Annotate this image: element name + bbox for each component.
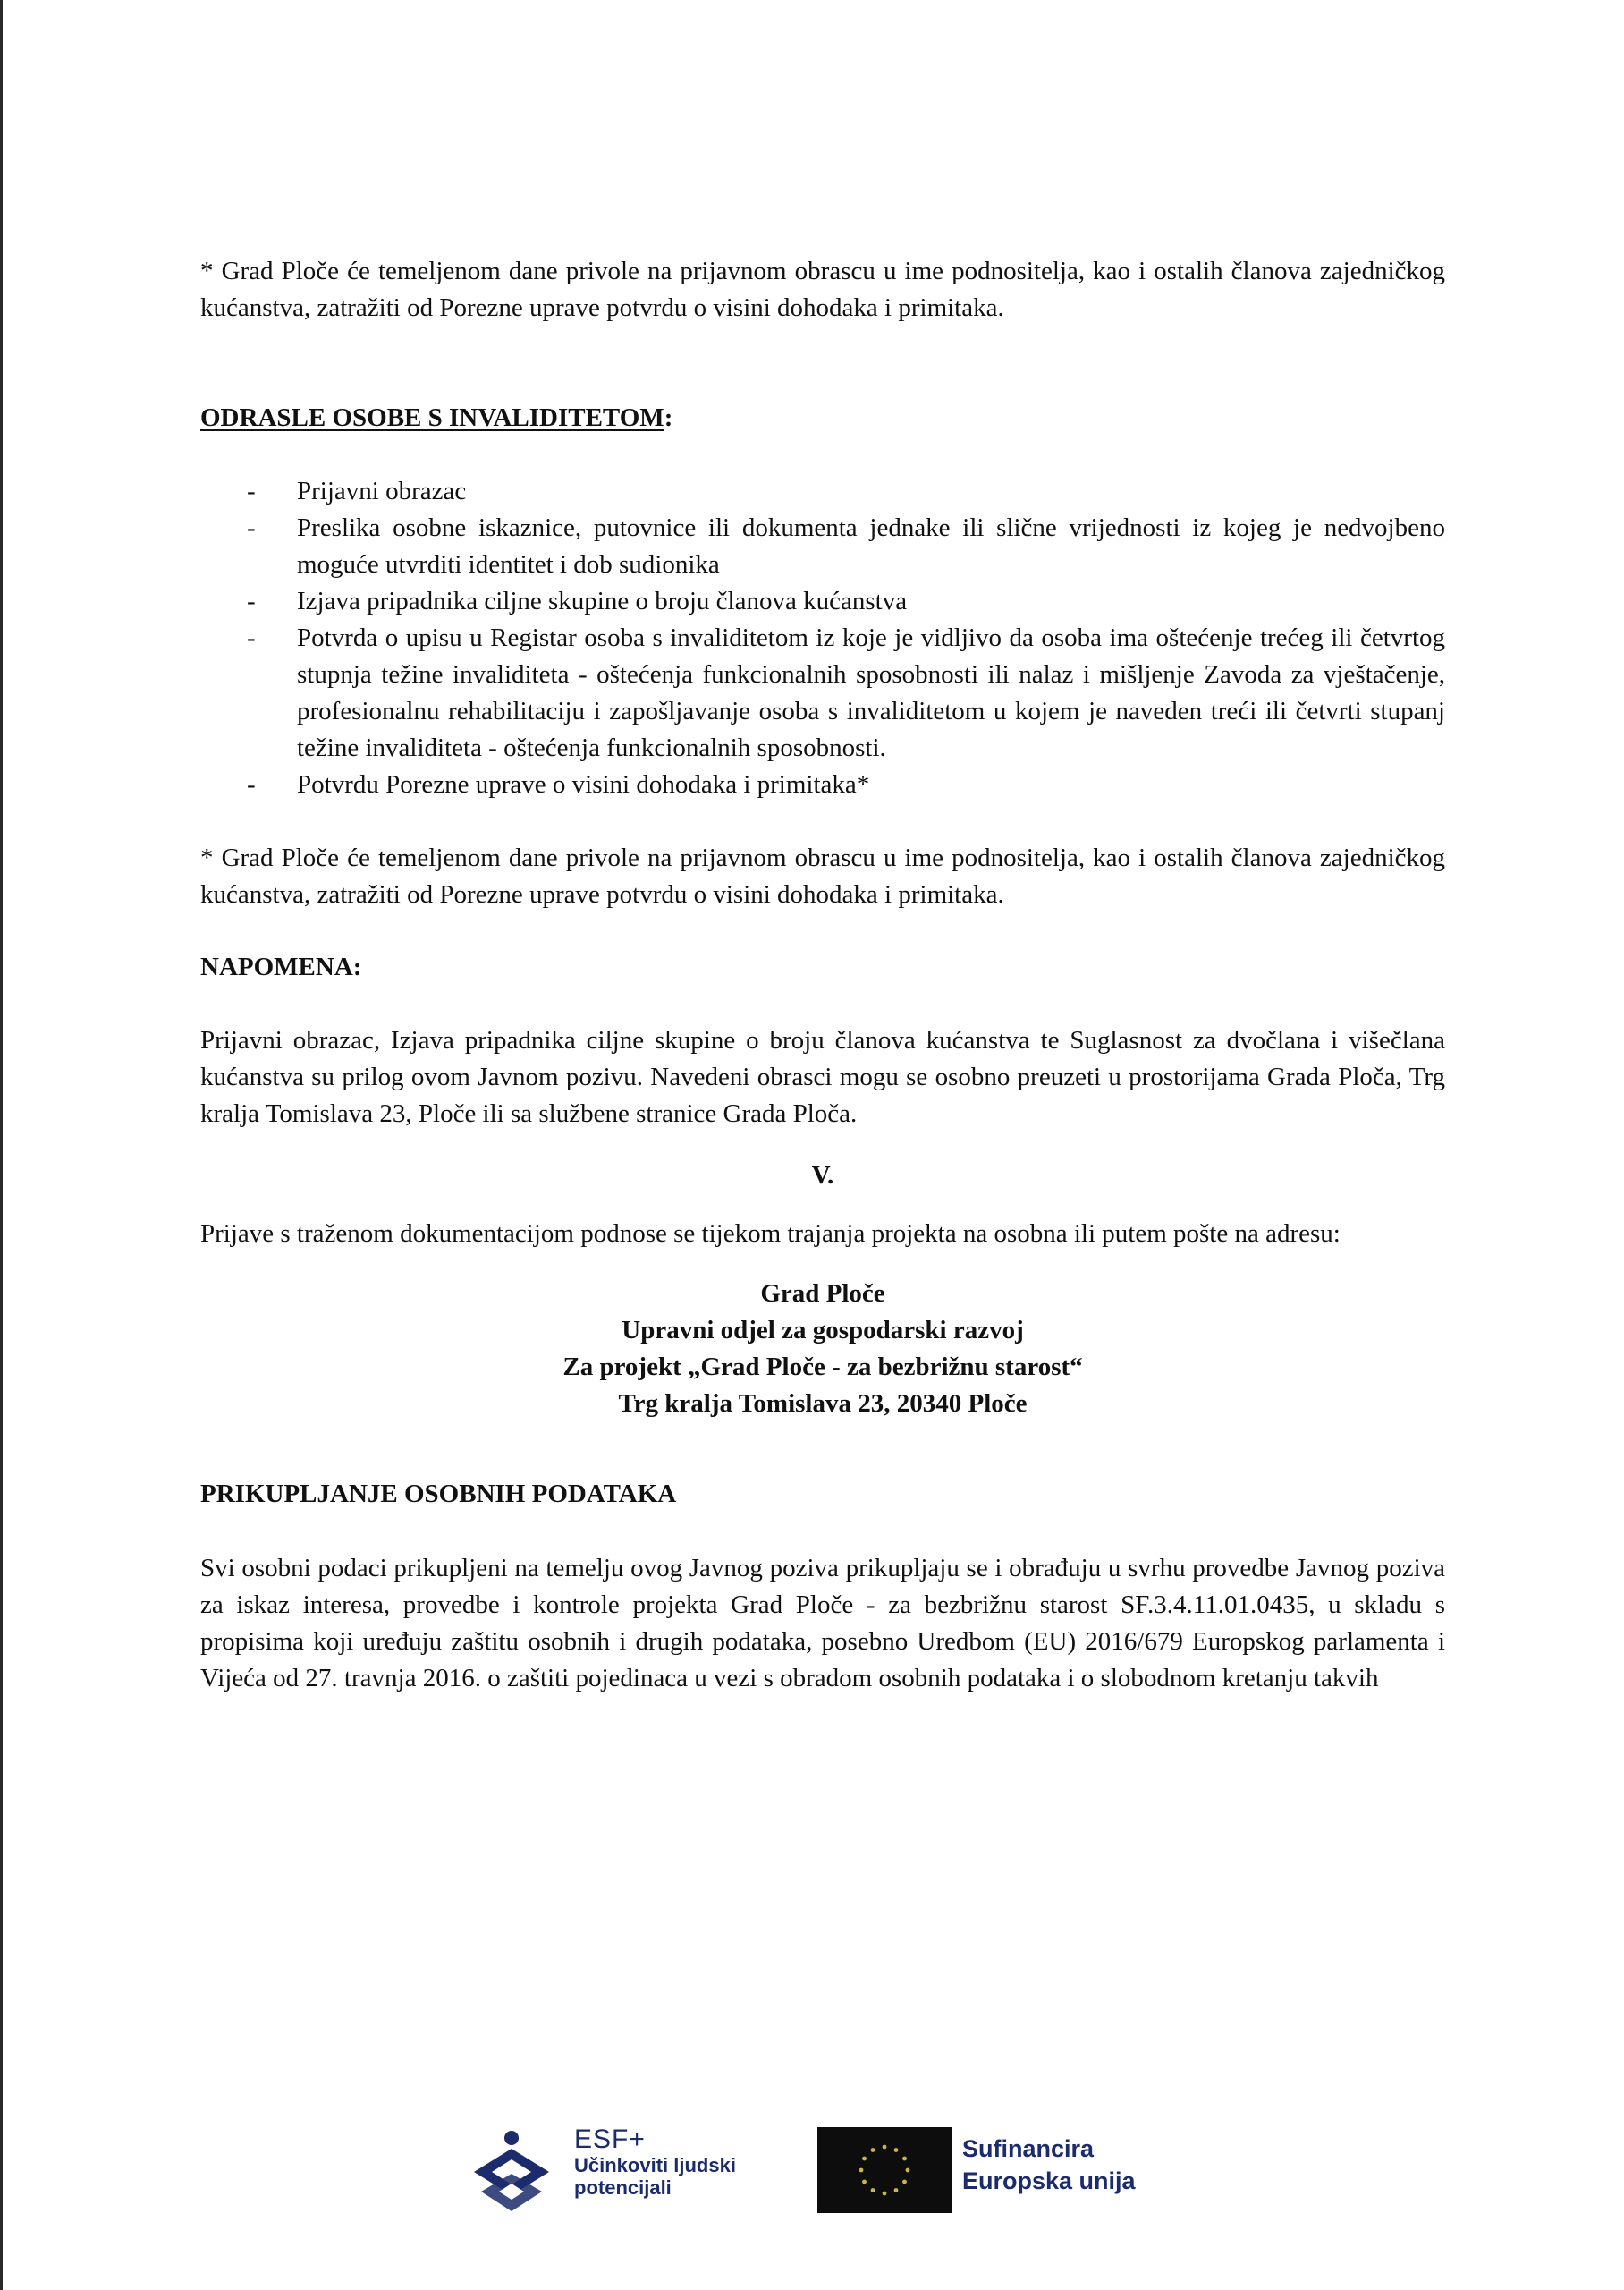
section-number-v: V. xyxy=(811,1161,834,1190)
list-item-text: Potvrdu Porezne uprave o visini dohodaka i primitaka* xyxy=(297,770,870,799)
address-line: Za projekt „Grad Ploče - za bezbrižnu starost“ xyxy=(562,1353,1083,1381)
list-item-text: Prijavni obrazac xyxy=(297,477,467,505)
address-line: Trg kralja Tomislava 23, 20340 Ploče xyxy=(618,1389,1028,1418)
esf-subtitle-line: Učinkoviti ljudski xyxy=(574,2154,736,2176)
eu-line: Europska unija xyxy=(962,2167,1136,2194)
napomena-heading: NAPOMENA: xyxy=(200,953,362,981)
document-list xyxy=(200,473,1445,803)
list-item: - Potvrdu Porezne uprave o visini dohodaka i primitaka* xyxy=(247,770,870,799)
eu-line: Sufinancira xyxy=(962,2135,1095,2162)
scan-edge xyxy=(0,0,3,2290)
list-item-text: Preslika osobne iskaznice, putovnice ili dokumenta jednake ili slične vrijednosti iz kojeg je nedvojbeno moguće utvrditi identitet i dob sudionika xyxy=(297,513,1445,579)
address-block xyxy=(200,1276,1445,1422)
address-line: Upravni odjel za gospodarski razvoj xyxy=(622,1316,1024,1344)
esf-title: ESF+ xyxy=(574,2125,646,2154)
esf-logo-text xyxy=(574,2125,736,2199)
list-item-text: Potvrda o upisu u Registar osoba s invaliditetom iz koje je vidljivo da osoba ima oštećenje trećeg ili četvrtog stupnja težine invaliditeta - oštećenja funkcionalnih sposobnosti ili nalaz i mišljenje Zavoda za vještačenje, profesionalnu rehabilitaciju i zapošljavanje osoba s invaliditetom u kojem je naveden treći ili četvrti stupanj težine invaliditeta - oštećenja funkcionalnih sposobnosti. xyxy=(297,623,1445,762)
section-v-text: Prijave s traženom dokumentacijom podnose se tijekom trajanja projekta na osobna ili putem pošte na adresu: xyxy=(200,1219,1341,1248)
list-item-text: Izjava pripadnika ciljne skupine o broju članova kućanstva xyxy=(297,587,908,615)
napomena-text: Prijavni obrazac, Izjava pripadnika ciljne skupine o broju članova kućanstva te Suglasnost za dvočlana i višečlana kućanstva su prilog ovom Javnom pozivu. Navedeni obrasci mogu se osobno preuzeti u prostorijama Grada Ploča, Trg kralja Tomislava 23, Ploče ili sa službene stranice Grada Ploča. xyxy=(200,1026,1445,1128)
eu-cofunding-text xyxy=(962,2133,1136,2197)
section-heading-disabled-text: ODRASLE OSOBE S INVALIDITETOM xyxy=(200,403,664,432)
section-heading-disabled xyxy=(200,400,1445,437)
list-item: - Potvrda o upisu u Registar osoba s invaliditetom iz koje je vidljivo da osoba ima oštećenje trećeg ili četvrtog stupnja težine invaliditeta - oštećenja funkcionalnih sposobnosti ili nalaz i mišljenje Zavoda za vještačenje, profesionalnu rehabilitaciju i zapošljavanje osoba s invaliditetom u kojem je naveden treći ili četvrti stupanj težine invaliditeta - oštećenja funkcionalnih sposobnosti. xyxy=(247,623,1445,762)
list-item: - Preslika osobne iskaznice, putovnice ili dokumenta jednake ili slične vrijednosti iz kojeg je nedvojbeno moguće utvrditi identitet i dob sudionika xyxy=(247,513,1445,579)
footnote-2: * Grad Ploče će temeljenom dane privole na prijavnom obrascu u ime podnositelja, kao i ostalih članova zajedničkog kućanstva, zatražiti od Porezne uprave potvrdu o visini dohodaka i primitaka. xyxy=(200,844,1445,909)
list-item: - Izjava pripadnika ciljne skupine o broju članova kućanstva xyxy=(247,587,908,615)
eu-flag-icon xyxy=(817,2127,952,2213)
esf-logo-icon xyxy=(465,2129,572,2215)
address-line: Grad Ploče xyxy=(760,1279,885,1308)
privacy-text: Svi osobni podaci prikupljeni na temelju ovog Javnog poziva prikupljaju se i obrađuju u svrhu provedbe Javnog poziva za iskaz interesa, provedbe i kontrole projekta Grad Ploče - za bezbrižnu starost SF.3.4.11.01.0435, u skladu s propisima koji uređuju zaštitu osobnih i drugih podataka, posebno Uredbom (EU) 2016/679 Europskog parlamenta i Vijeća od 27. travnja 2016. o zaštiti pojedinaca u vezi s obradom osobnih podataka i o slobodnom kretanju takvih xyxy=(200,1554,1445,1692)
document-body xyxy=(200,253,1445,1697)
funding-footer xyxy=(465,2118,1180,2226)
heading-colon: : xyxy=(664,403,673,432)
esf-subtitle-line: potencijali xyxy=(574,2176,672,2199)
footnote-1: * Grad Ploče će temeljenom dane privole na prijavnom obrascu u ime podnositelja, kao i ostalih članova zajedničkog kućanstva, zatražiti od Porezne uprave potvrdu o visini dohodaka i primitaka. xyxy=(200,257,1445,322)
privacy-heading: PRIKUPLJANJE OSOBNIH PODATAKA xyxy=(200,1480,677,1508)
list-item: - Prijavni obrazac xyxy=(247,477,467,505)
